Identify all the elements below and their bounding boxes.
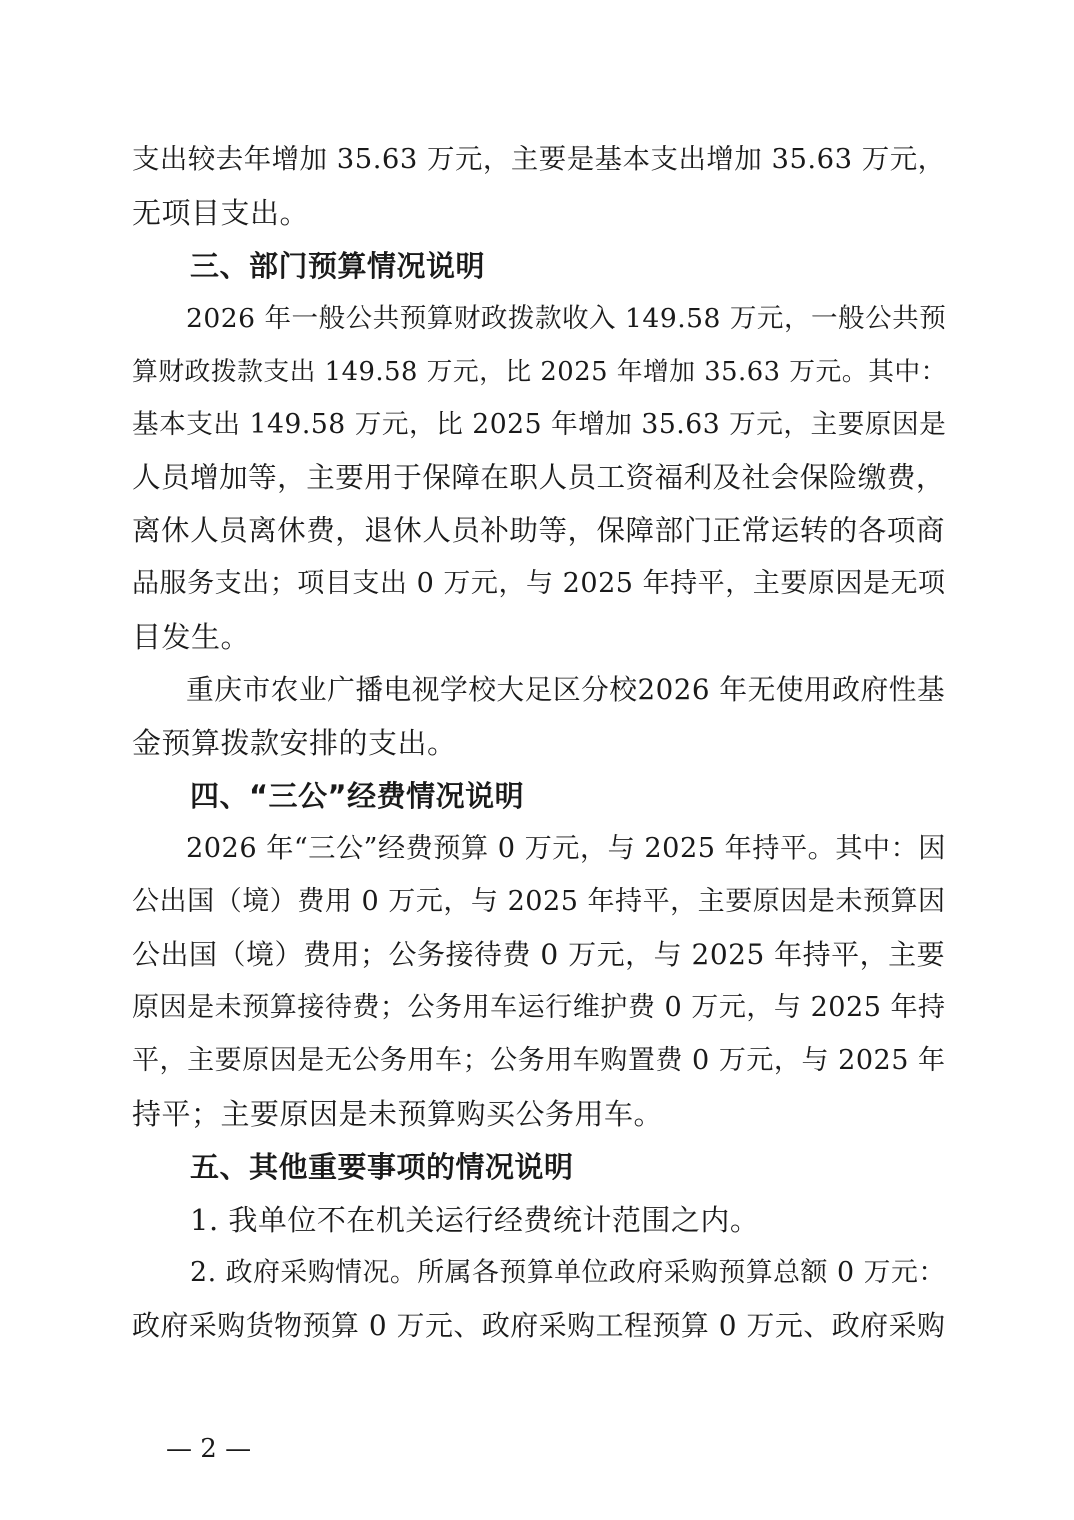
body-line: 公出国（境）费用；公务接待费 0 万元，与 2025 年持平，主要 [132, 938, 946, 971]
body-line: 2026 年“三公”经费预算 0 万元，与 2025 年持平。其中：因 [186, 833, 946, 864]
section-heading-3: 三、部门预算情况说明 [190, 249, 486, 283]
body-line: 金预算拨款安排的支出。 [132, 726, 457, 760]
section-heading-4: 四、“三公”经费情况说明 [190, 779, 525, 813]
body-line: 目发生。 [132, 620, 251, 654]
body-line: 1. 我单位不在机关运行经费统计范围之内。 [190, 1203, 760, 1237]
body-line: 人员增加等，主要用于保障在职人员工资福利及社会保险缴费， [132, 461, 945, 494]
section-heading-5: 五、其他重要事项的情况说明 [190, 1150, 574, 1184]
body-line: 算财政拨款支出 149.58 万元，比 2025 年增加 35.63 万元。其中： [132, 357, 947, 387]
body-line: 政府采购货物预算 0 万元、政府采购工程预算 0 万元、政府采购 [132, 1309, 946, 1342]
body-line: 平，主要原因是无公务用车；公务用车购置费 0 万元，与 2025 年 [132, 1045, 946, 1076]
body-line: 无项目支出。 [132, 196, 310, 230]
body-line: 离休人员离休费，退休人员补助等，保障部门正常运转的各项商 [132, 514, 945, 547]
body-line: 重庆市农业广播电视学校大足区分校2026 年无使用政府性基 [186, 673, 946, 706]
body-line: 品服务支出；项目支出 0 万元，与 2025 年持平，主要原因是无项 [132, 568, 946, 599]
page-number: — 2 — [166, 1434, 252, 1464]
body-line: 2026 年一般公共预算财政拨款收入 149.58 万元，一般公共预 [186, 303, 947, 334]
body-line: 支出较去年增加 35.63 万元，主要是基本支出增加 35.63 万元， [132, 144, 946, 175]
body-line: 原因是未预算接待费；公务用车运行维护费 0 万元，与 2025 年持 [132, 992, 946, 1023]
body-line: 公出国（境）费用 0 万元，与 2025 年持平，主要原因是未预算因 [132, 886, 946, 917]
body-line: 2. 政府采购情况。所属各预算单位政府采购预算总额 0 万元： [190, 1257, 946, 1288]
body-line: 持平；主要原因是未预算购买公务用车。 [132, 1097, 664, 1131]
body-line: 基本支出 149.58 万元，比 2025 年增加 35.63 万元，主要原因是 [132, 409, 947, 440]
